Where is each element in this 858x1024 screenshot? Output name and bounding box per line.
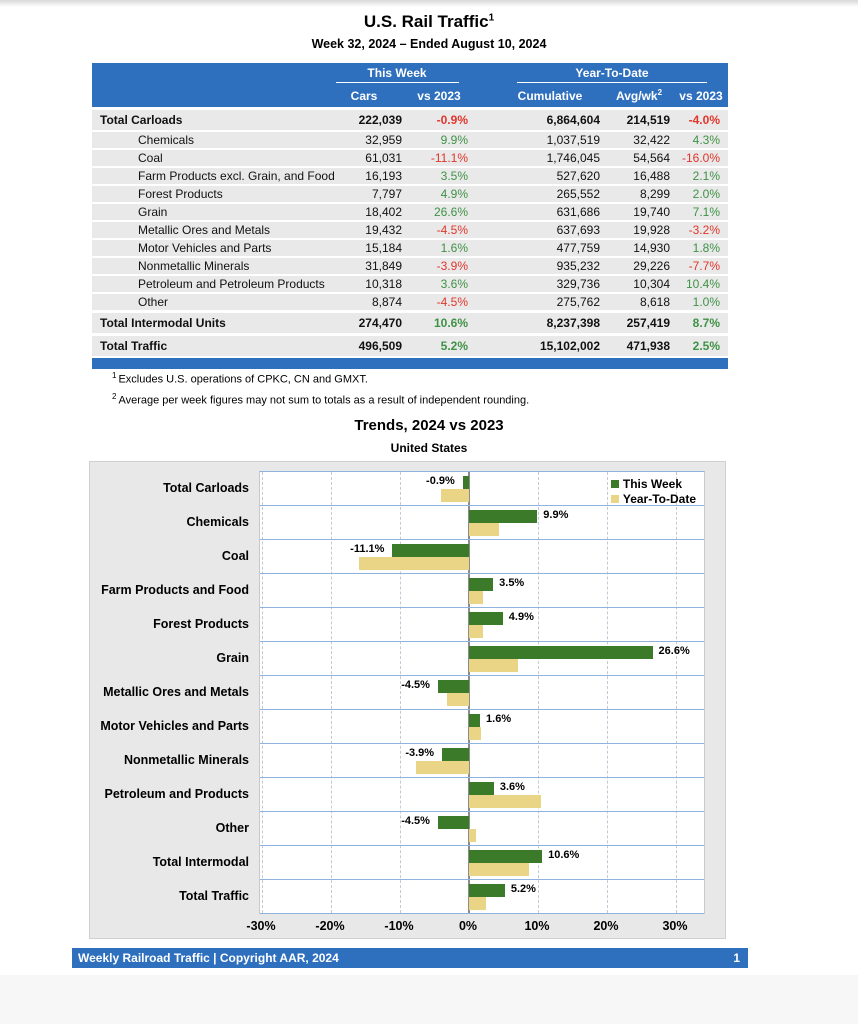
- bar-value-label: 1.6%: [486, 713, 512, 725]
- page-number: 1: [733, 951, 740, 965]
- plot-area: [259, 471, 705, 914]
- table-body: [92, 110, 728, 356]
- cumulative-value: 1,037,519: [546, 133, 600, 147]
- ytd-vs2023-value: 7.1%: [692, 205, 720, 219]
- page-subtitle: Week 32, 2024 – Ended August 10, 2024: [311, 37, 547, 51]
- ytd-vs2023-value: 1.8%: [692, 241, 720, 255]
- bar-this-week: [463, 476, 469, 489]
- row-label: Total Traffic: [100, 339, 168, 353]
- avg-wk-value: 19,740: [633, 205, 670, 219]
- cars-value: 274,470: [358, 316, 402, 330]
- bar-this-week: [469, 850, 542, 863]
- table-row: [92, 204, 728, 220]
- cars-value: 16,193: [365, 169, 402, 183]
- chart-row: [260, 880, 704, 914]
- this-week-vs2023-value: 4.9%: [440, 187, 468, 201]
- bar-this-week: [469, 646, 653, 659]
- table-row: [92, 276, 728, 292]
- chart-category-label: Coal: [221, 549, 249, 563]
- x-axis-tick-label: -20%: [315, 919, 345, 933]
- bar-year-to-date: [469, 795, 541, 808]
- bar-value-label: 26.6%: [658, 645, 690, 657]
- chart-row: [260, 642, 704, 676]
- cumulative-value: 265,552: [556, 187, 600, 201]
- bar-value-label: -0.9%: [426, 475, 455, 487]
- trends-chart-panel: [89, 461, 726, 939]
- chart-subtitle: United States: [390, 441, 468, 455]
- table-row: [92, 168, 728, 184]
- bar-value-label: 9.9%: [543, 509, 569, 521]
- cars-value: 32,959: [365, 133, 402, 147]
- bar-value-label: -4.5%: [401, 679, 430, 691]
- this-week-vs2023-value: -0.9%: [436, 113, 468, 127]
- bar-year-to-date: [416, 761, 469, 774]
- group-header-year-to-date: [496, 66, 728, 83]
- table-row: [92, 186, 728, 202]
- avg-wk-value: 14,930: [633, 241, 670, 255]
- chart-category-label: Petroleum and Products: [104, 787, 249, 801]
- row-label: Metallic Ores and Metals: [138, 223, 271, 237]
- row-label: Grain: [138, 205, 168, 219]
- column-header-cars: Cars: [350, 89, 378, 103]
- chart-row: [260, 744, 704, 778]
- avg-wk-value: 8,618: [639, 295, 670, 309]
- page-title-footnote-marker: 1: [488, 12, 495, 24]
- chart-rows: [260, 472, 704, 914]
- table-row: [92, 336, 728, 356]
- cars-value: 18,402: [365, 205, 402, 219]
- avg-wk-value: 8,299: [639, 187, 670, 201]
- rail-traffic-table: [92, 63, 728, 369]
- ytd-vs2023-value: 1.0%: [692, 295, 720, 309]
- bar-this-week: [469, 578, 493, 591]
- chart-row: [260, 778, 704, 812]
- bar-this-week: [469, 714, 480, 727]
- group-header-this-week: [322, 66, 472, 83]
- column-header-tw-vs2023: vs 2023: [417, 89, 461, 103]
- avg-wk-value: 471,938: [626, 339, 670, 353]
- row-label: Chemicals: [138, 133, 195, 147]
- bar-value-label: 3.6%: [499, 781, 525, 793]
- bar-this-week: [392, 544, 469, 557]
- avg-wk-value: 19,928: [633, 223, 670, 237]
- footnote-marker: 1: [112, 371, 117, 380]
- page-top-shadow: [0, 0, 858, 7]
- row-label: Total Carloads: [100, 113, 183, 127]
- row-label: Petroleum and Petroleum Products: [138, 277, 325, 291]
- row-label: Total Intermodal Units: [100, 316, 226, 330]
- ytd-vs2023-value: 2.0%: [692, 187, 720, 201]
- cumulative-value: 631,686: [556, 205, 600, 219]
- cumulative-value: 637,693: [556, 223, 600, 237]
- group-header-ytd-label: Year-To-Date: [517, 66, 707, 83]
- footer-text: Weekly Railroad Traffic | Copyright AAR, 2024: [78, 951, 339, 965]
- row-label: Farm Products excl. Grain, and Food: [138, 169, 335, 183]
- cumulative-value: 6,864,604: [546, 113, 600, 127]
- table-row: [92, 110, 728, 130]
- bar-this-week: [469, 884, 505, 897]
- cars-value: 10,318: [365, 277, 402, 291]
- bar-this-week: [442, 748, 469, 761]
- bar-this-week: [438, 816, 469, 829]
- this-week-vs2023-value: 1.6%: [440, 241, 468, 255]
- this-week-vs2023-value: -11.1%: [430, 151, 468, 165]
- page-title: [0, 12, 858, 32]
- table-row: [92, 150, 728, 166]
- bar-value-label: 3.5%: [499, 577, 525, 589]
- cars-value: 222,039: [358, 113, 402, 127]
- this-week-swatch-icon: [611, 480, 619, 488]
- x-axis-tick-label: 0%: [458, 919, 478, 933]
- chart-category-label: Nonmetallic Minerals: [123, 753, 249, 767]
- chart-category-label: Forest Products: [153, 617, 249, 631]
- ytd-vs2023-value: -7.7%: [688, 259, 720, 273]
- chart-row: [260, 574, 704, 608]
- avg-wk-value: 29,226: [633, 259, 670, 273]
- bar-year-to-date: [469, 829, 476, 842]
- page-bottom-margin: [0, 975, 858, 1024]
- cars-value: 496,509: [358, 339, 402, 353]
- chart-title: Trends, 2024 vs 2023: [354, 417, 504, 434]
- ytd-vs2023-value: 2.1%: [692, 169, 720, 183]
- this-week-vs2023-value: -3.9%: [436, 259, 468, 273]
- avg-wk-value: 54,564: [633, 151, 670, 165]
- avg-wk-value: 214,519: [626, 113, 670, 127]
- ytd-vs2023-value: -4.0%: [688, 113, 720, 127]
- this-week-vs2023-value: 26.6%: [433, 205, 468, 219]
- this-week-vs2023-value: 10.6%: [433, 316, 468, 330]
- bar-this-week: [469, 782, 494, 795]
- cars-value: 19,432: [365, 223, 402, 237]
- table-row: [92, 294, 728, 310]
- bar-year-to-date: [469, 591, 483, 604]
- bar-year-to-date: [441, 489, 469, 502]
- bar-value-label: -3.9%: [405, 747, 435, 759]
- bar-this-week: [438, 680, 469, 693]
- ytd-vs2023-value: 2.5%: [692, 339, 720, 353]
- column-header-cumulative: Cumulative: [517, 89, 583, 103]
- chart-row: [260, 676, 704, 710]
- footnote-marker: 2: [112, 391, 117, 401]
- cumulative-value: 477,759: [556, 241, 600, 255]
- chart-legend: [611, 476, 696, 506]
- footnote-text: Average per week figures may not sum to totals as a result of independent rounding.: [118, 394, 530, 407]
- bar-year-to-date: [469, 659, 518, 672]
- bar-value-label: -11.1%: [350, 543, 385, 555]
- table-header-columns: [92, 86, 728, 103]
- this-week-vs2023-value: 5.2%: [440, 339, 468, 353]
- bar-year-to-date: [469, 523, 499, 536]
- chart-category-label: Other: [215, 821, 249, 835]
- footnote: [112, 371, 529, 386]
- cumulative-value: 275,762: [556, 295, 600, 309]
- avg-wk-value: 10,304: [633, 277, 670, 291]
- bar-year-to-date: [469, 863, 529, 876]
- chart-row: [260, 506, 704, 540]
- table-header-groups: [92, 66, 728, 83]
- row-label: Forest Products: [138, 187, 223, 201]
- ytd-vs2023-value: 8.7%: [692, 316, 720, 330]
- x-axis-tick-label: 20%: [593, 919, 619, 933]
- chart-category-label: Motor Vehicles and Parts: [100, 719, 249, 733]
- ytd-vs2023-value: -3.2%: [688, 223, 720, 237]
- bar-value-label: 5.2%: [510, 883, 536, 895]
- footnote: [112, 392, 529, 407]
- chart-category-label: Total Intermodal: [152, 855, 249, 869]
- bar-value-label: -4.5%: [401, 815, 430, 827]
- ytd-vs2023-value: 10.4%: [685, 277, 720, 291]
- footnote-text: Excludes U.S. operations of CPKC, CN and GMXT.: [118, 373, 368, 386]
- x-axis-tick-label: -10%: [384, 919, 414, 933]
- avg-wk-value: 257,419: [626, 316, 670, 330]
- table-bottom-bar: [92, 358, 728, 369]
- this-week-vs2023-value: 3.6%: [440, 277, 468, 291]
- avg-wk-value: 32,422: [633, 133, 670, 147]
- chart-row: [260, 540, 704, 574]
- bar-year-to-date: [469, 625, 483, 638]
- row-label: Nonmetallic Minerals: [138, 259, 250, 273]
- table-row: [92, 132, 728, 148]
- chart-row: [260, 812, 704, 846]
- column-header-avg-wk: [604, 86, 674, 103]
- chart-category-label: Metallic Ores and Metals: [103, 685, 249, 699]
- ytd-vs2023-value: 4.3%: [692, 133, 720, 147]
- column-header-ytd-vs2023: vs 2023: [679, 89, 723, 103]
- cars-value: 31,849: [365, 259, 402, 273]
- chart-row: [260, 710, 704, 744]
- cumulative-value: 527,620: [556, 169, 600, 183]
- cumulative-value: 15,102,002: [539, 339, 600, 353]
- x-axis-tick-label: 10%: [524, 919, 550, 933]
- group-header-this-week-label: This Week: [336, 66, 459, 83]
- ytd-swatch-icon: [611, 495, 619, 503]
- bar-year-to-date: [469, 897, 486, 910]
- this-week-vs2023-value: -4.5%: [436, 223, 468, 237]
- row-label: Motor Vehicles and Parts: [138, 241, 272, 255]
- bar-year-to-date: [359, 557, 469, 570]
- bar-year-to-date: [469, 727, 481, 740]
- cumulative-value: 935,232: [556, 259, 600, 273]
- table-row: [92, 240, 728, 256]
- this-week-vs2023-value: -4.5%: [436, 295, 468, 309]
- cars-value: 7,797: [371, 187, 402, 201]
- avg-wk-value: 16,488: [633, 169, 670, 183]
- this-week-vs2023-value: 9.9%: [440, 133, 468, 147]
- bar-this-week: [469, 510, 537, 523]
- cumulative-value: 8,237,398: [546, 316, 600, 330]
- chart-category-label: Farm Products and Food: [101, 583, 249, 597]
- cumulative-value: 1,746,045: [546, 151, 600, 165]
- ytd-vs2023-value: -16.0%: [681, 151, 720, 165]
- legend-item: [611, 491, 696, 506]
- table-row: [92, 313, 728, 333]
- chart-row: [260, 608, 704, 642]
- table-row: [92, 222, 728, 238]
- chart-category-label: Total Traffic: [179, 889, 249, 903]
- chart-category-label: Total Carloads: [163, 481, 249, 495]
- this-week-vs2023-value: 3.5%: [440, 169, 468, 183]
- chart-category-labels: [90, 471, 259, 914]
- chart-body: [90, 471, 705, 933]
- avg-wk-footnote-marker: 2: [657, 88, 663, 97]
- page-title-text: U.S. Rail Traffic: [363, 12, 489, 31]
- row-label: Other: [138, 295, 169, 309]
- legend-item: [611, 476, 696, 491]
- bar-value-label: 10.6%: [548, 849, 580, 861]
- x-axis: [246, 914, 705, 938]
- bar-this-week: [469, 612, 503, 625]
- x-axis-tick-label: -30%: [246, 919, 276, 933]
- chart-category-label: Grain: [216, 651, 249, 665]
- table-row: [92, 258, 728, 274]
- row-label: Coal: [138, 151, 163, 165]
- footnotes: [112, 371, 529, 412]
- plot-wrap: [246, 471, 705, 933]
- chart-category-label: Chemicals: [186, 515, 249, 529]
- column-header-avg-wk-label: Avg/wk: [615, 89, 658, 103]
- bar-value-label: 4.9%: [508, 611, 534, 623]
- footer-bar: [72, 948, 748, 968]
- cars-value: 61,031: [365, 151, 402, 165]
- cars-value: 15,184: [365, 241, 402, 255]
- table-header: [92, 63, 728, 107]
- cars-value: 8,874: [371, 295, 402, 309]
- legend-label: This Week: [622, 476, 682, 491]
- x-axis-tick-label: 30%: [662, 919, 688, 933]
- legend-label: Year-To-Date: [622, 491, 696, 506]
- bar-year-to-date: [447, 693, 469, 706]
- chart-row: [260, 846, 704, 880]
- cumulative-value: 329,736: [556, 277, 600, 291]
